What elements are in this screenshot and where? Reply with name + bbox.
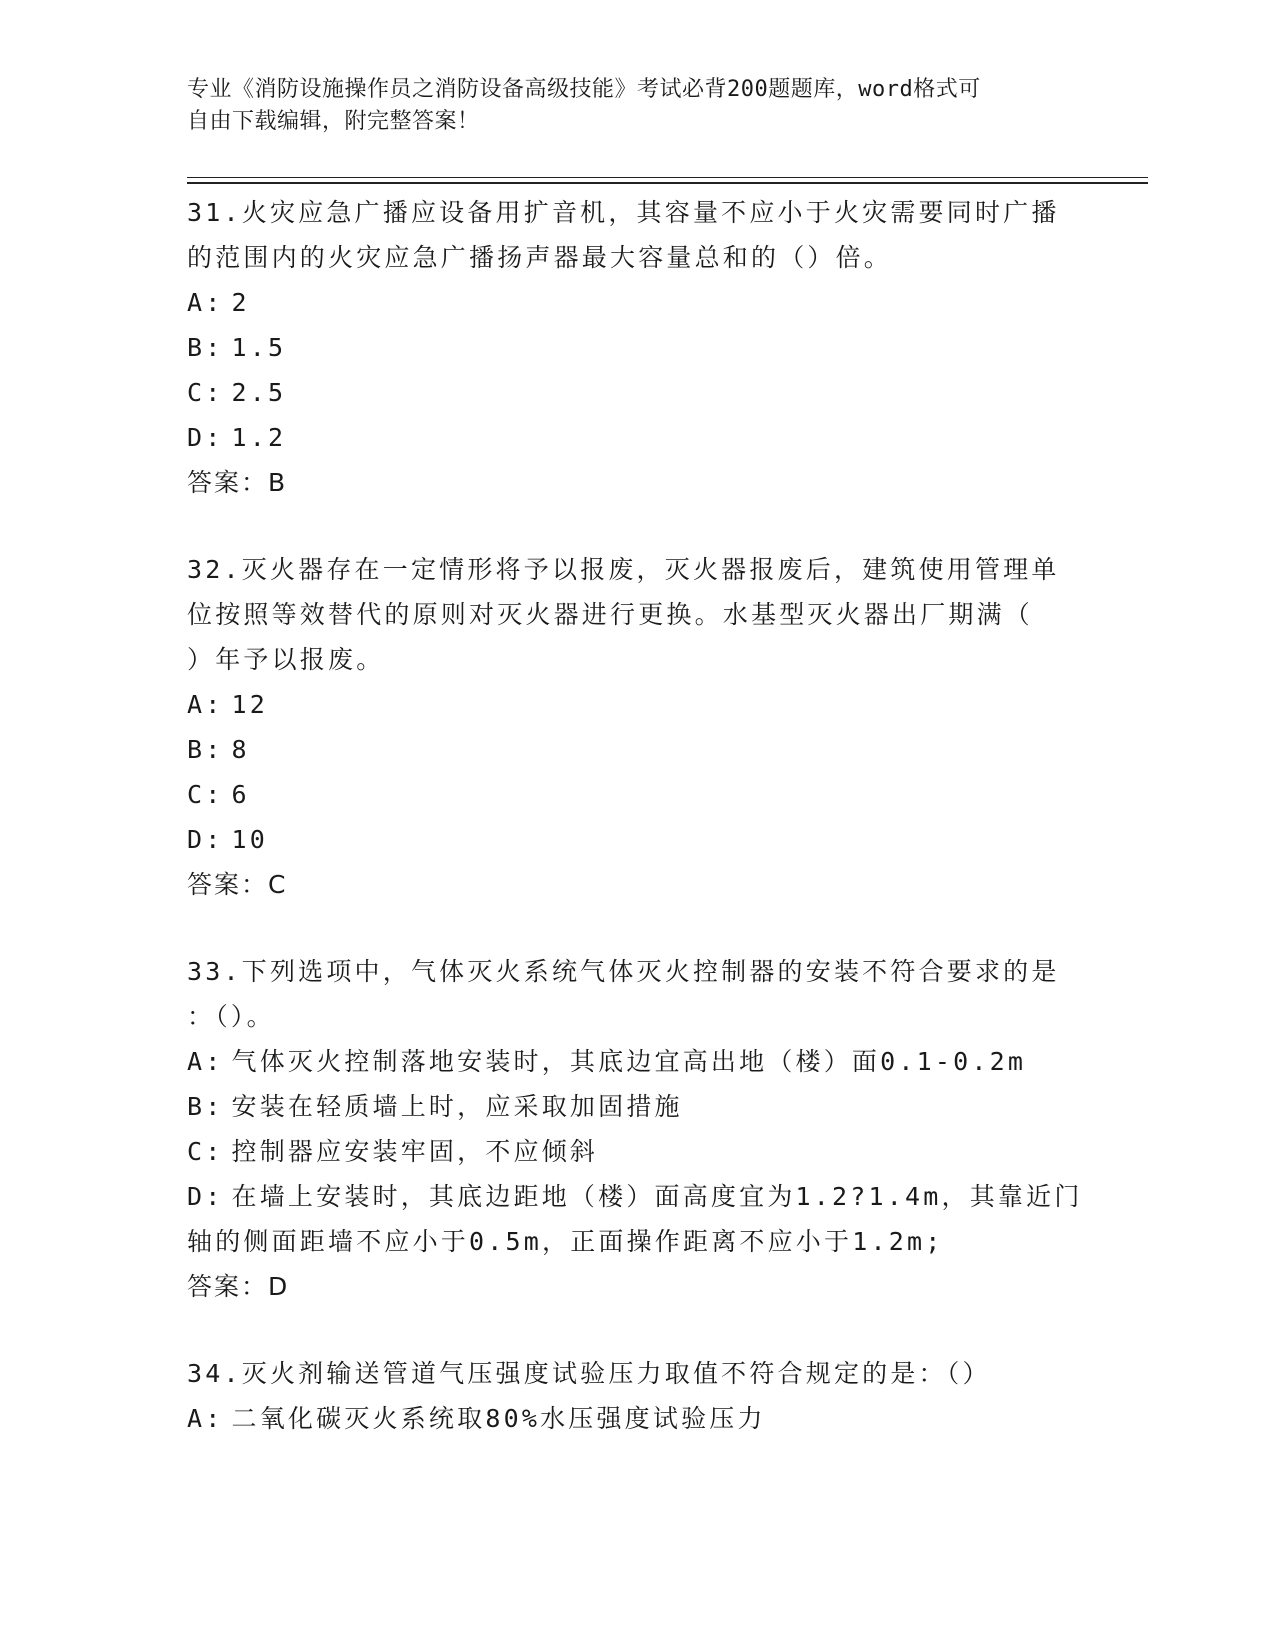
option-text: 1.5 bbox=[231, 333, 287, 362]
option-key: A: bbox=[187, 288, 224, 317]
question-stem-line: ）年予以报废。 bbox=[187, 645, 385, 674]
option-text: 10 bbox=[231, 825, 269, 854]
option-key: A: bbox=[187, 1047, 224, 1076]
header-divider-thin bbox=[187, 177, 1148, 178]
option-text: 1.2 bbox=[231, 423, 287, 452]
question-stem-line: 32.灭火器存在一定情形将予以报废，灭火器报废后，建筑使用管理单 bbox=[187, 555, 1060, 584]
question-list bbox=[187, 190, 1087, 1441]
option-text: 气体灭火控制落地安装时，其底边宜高出地（楼）面0.1-0.2m bbox=[231, 1047, 1027, 1076]
answer-line: 答案：B bbox=[187, 468, 288, 497]
option-c bbox=[187, 772, 1087, 817]
answer-line: 答案：C bbox=[187, 870, 288, 899]
option-key: C: bbox=[187, 1137, 224, 1166]
option-c bbox=[187, 1129, 1087, 1174]
option-key: D: bbox=[187, 423, 224, 452]
option-text: 8 bbox=[231, 735, 250, 764]
document-header bbox=[187, 74, 1087, 138]
option-b bbox=[187, 325, 1087, 370]
option-d bbox=[187, 415, 1087, 460]
option-key: B: bbox=[187, 1092, 224, 1121]
option-key: D: bbox=[187, 1182, 224, 1211]
question-stem-line: 位按照等效替代的原则对灭火器进行更换。水基型灭火器出厂期满（ bbox=[187, 600, 1034, 629]
option-key: A: bbox=[187, 1404, 224, 1433]
option-text: 2.5 bbox=[231, 378, 287, 407]
option-a bbox=[187, 280, 1087, 325]
option-text: 12 bbox=[231, 690, 269, 719]
option-a bbox=[187, 1396, 1087, 1441]
question-stem-line: 31.火灾应急广播应设备用扩音机，其容量不应小于火灾需要同时广播 bbox=[187, 198, 1060, 227]
question-stem-line: 34.灭火剂输送管道气压强度试验压力取值不符合规定的是：（） bbox=[187, 1359, 991, 1388]
option-key: C: bbox=[187, 780, 224, 809]
option-a bbox=[187, 682, 1087, 727]
option-key: A: bbox=[187, 690, 224, 719]
option-a bbox=[187, 1039, 1087, 1084]
option-c bbox=[187, 370, 1087, 415]
option-text: 控制器应安装牢固，不应倾斜 bbox=[231, 1137, 599, 1166]
question-32 bbox=[187, 547, 1087, 907]
question-33 bbox=[187, 949, 1087, 1309]
question-stem-line: 33.下列选项中，气体灭火系统气体灭火控制器的安装不符合要求的是 bbox=[187, 957, 1060, 986]
question-31 bbox=[187, 190, 1087, 505]
option-key: B: bbox=[187, 333, 224, 362]
option-text: 2 bbox=[231, 288, 250, 317]
question-34 bbox=[187, 1351, 1087, 1441]
option-text: 二氧化碳灭火系统取80%水压强度试验压力 bbox=[231, 1404, 766, 1433]
option-text: 在墙上安装时，其底边距地（楼）面高度宜为1.2?1.4m，其靠近门 bbox=[231, 1182, 1083, 1211]
option-b bbox=[187, 1084, 1087, 1129]
question-stem-line: 的范围内的火灾应急广播扬声器最大容量总和的（）倍。 bbox=[187, 243, 893, 272]
option-text: 安装在轻质墙上时，应采取加固措施 bbox=[231, 1092, 683, 1121]
option-d bbox=[187, 817, 1087, 862]
option-text: 轴的侧面距墙不应小于0.5m，正面操作距离不应小于1.2m; bbox=[187, 1227, 944, 1256]
option-key: C: bbox=[187, 378, 224, 407]
header-divider-thick bbox=[187, 182, 1148, 184]
answer-line: 答案：D bbox=[187, 1272, 290, 1301]
option-d-continued bbox=[187, 1219, 1087, 1264]
option-b bbox=[187, 727, 1087, 772]
option-key: B: bbox=[187, 735, 224, 764]
header-line-1: 专业《消防设施操作员之消防设备高级技能》考试必背200题题库，word格式可 bbox=[187, 77, 981, 102]
option-text: 6 bbox=[231, 780, 250, 809]
header-line-2: 自由下载编辑，附完整答案！ bbox=[187, 109, 480, 134]
option-d bbox=[187, 1174, 1087, 1219]
question-stem-line: ：（）。 bbox=[187, 1002, 275, 1031]
option-key: D: bbox=[187, 825, 224, 854]
